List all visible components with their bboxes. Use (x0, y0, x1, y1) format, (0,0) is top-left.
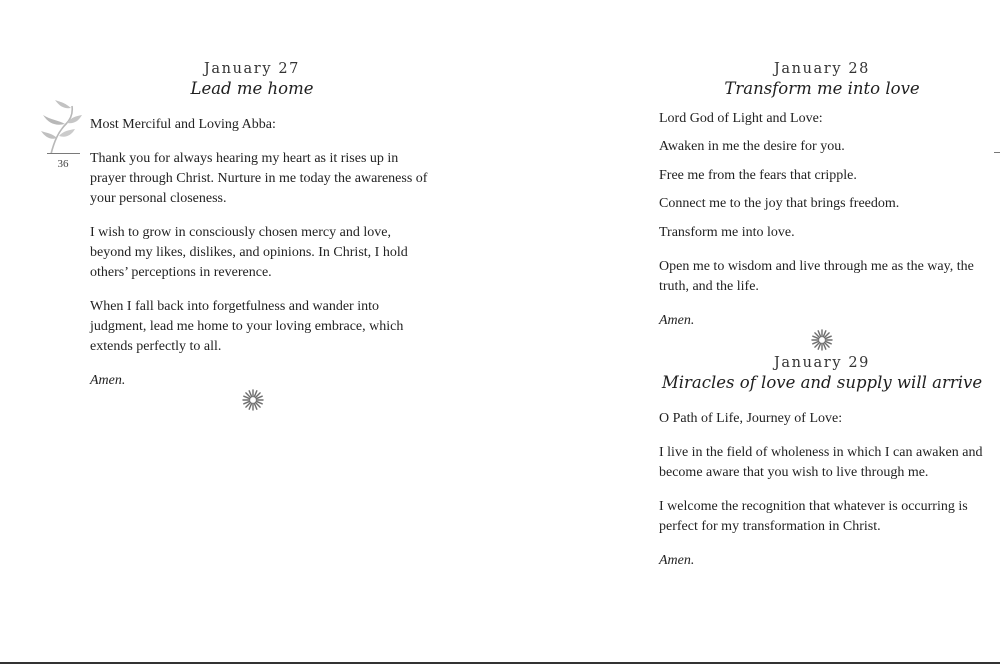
flower-ornament-icon (810, 328, 834, 352)
prayer-line: Transform me into love. (659, 225, 795, 240)
entry-title-jan-28: Transform me into love (724, 79, 920, 98)
bottom-rule (0, 662, 1000, 664)
prayer-paragraph: I wish to grow in consciously chosen mercy and love, beyond my likes, dislikes, and opinions. In Christ, I hold others’ perceptions in reverence. (90, 225, 408, 280)
prayer-line: Awaken in me the desire for you. (659, 139, 845, 154)
flower-ornament-icon (241, 388, 265, 412)
entry-title-jan-27: Lead me home (190, 79, 314, 98)
right-page (500, 0, 1000, 662)
leaf-sprig-icon (38, 98, 84, 154)
prayer-line: Free me from the fears that cripple. (659, 168, 857, 183)
prayer-line: Connect me to the joy that brings freedom. (659, 196, 900, 211)
prayer-salutation: O Path of Life, Journey of Love: (659, 411, 843, 426)
entry-date-jan-27: January 27 (204, 61, 300, 77)
entry-date-jan-29: January 29 (774, 355, 870, 371)
prayer-salutation: Most Merciful and Loving Abba: (90, 117, 276, 132)
prayer-closing: Amen. (90, 373, 126, 388)
entry-date-jan-28: January 28 (774, 61, 870, 77)
prayer-closing: Amen. (659, 553, 695, 568)
prayer-paragraph: When I fall back into forgetfulness and wander into judgment, lead me home to your loving embrace, which extends perfectly to all. (90, 299, 404, 354)
left-page (0, 0, 500, 662)
folio-rule (47, 153, 80, 154)
prayer-closing: Amen. (659, 313, 695, 328)
prayer-paragraph: I welcome the recognition that whatever is occurring is perfect for my transformation in Christ. (659, 499, 968, 534)
prayer-salutation: Lord God of Light and Love: (659, 111, 823, 126)
entry-title-jan-29: Miracles of love and supply will arrive (661, 373, 983, 392)
prayer-paragraph: Thank you for always hearing my heart as it rises up in prayer through Christ. Nurture in me today the awareness of your personal closeness. (90, 151, 428, 206)
page-edge-mark (994, 152, 1000, 153)
page-number: 36 (57, 158, 69, 170)
prayer-paragraph: Open me to wisdom and live through me as the way, the truth, and the life. (659, 259, 974, 294)
prayer-paragraph: I live in the field of wholeness in which I can awaken and become aware that you wish to live through me. (659, 445, 983, 480)
